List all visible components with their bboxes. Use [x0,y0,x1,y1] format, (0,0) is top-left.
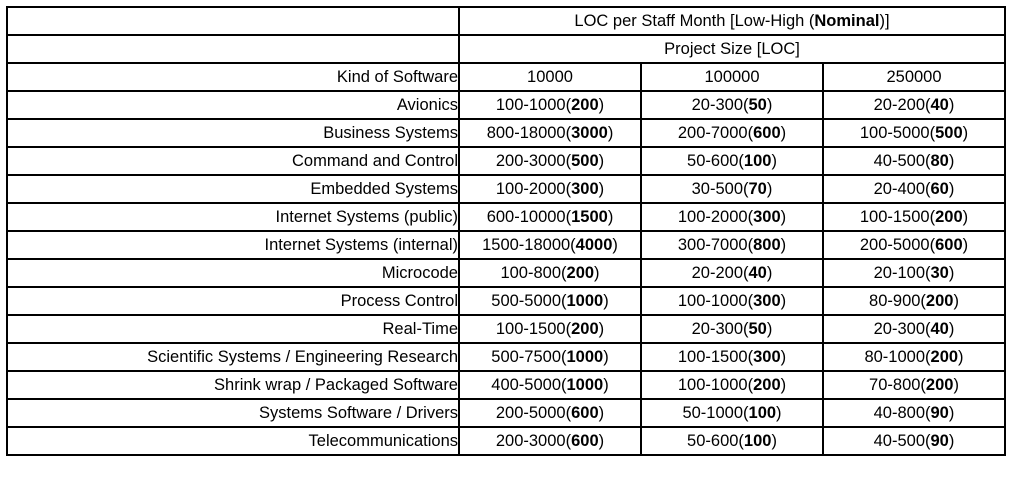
cell-nominal: 90 [930,403,949,422]
cell-tail: ) [771,431,777,450]
cell-range: 40-800( [873,403,931,422]
cell-range: 20-300( [691,95,749,114]
row-label: Systems Software / Drivers [7,399,459,427]
blank-corner-cell-2 [7,35,459,63]
cell-range: 50-600( [687,431,744,450]
cell-tail: ) [780,375,787,394]
cell-tail: ) [948,403,955,422]
row-label: Real-Time [7,315,459,343]
cell-nominal: 100 [743,151,772,170]
table-header-row-main [7,7,1005,35]
cell-nominal: 4000 [575,235,613,254]
cell-range: 600-10000( [486,207,572,226]
cell-tail: ) [766,179,773,198]
cell-nominal: 60 [930,179,949,198]
cell-value [823,371,1005,399]
cell-value [641,399,823,427]
cell-range: 100-1500( [495,319,572,338]
cell-range: 70-800( [869,375,926,394]
cell-tail: ) [780,235,787,254]
header-main-tail: )] [879,11,890,30]
cell-range: 20-200( [691,263,749,282]
cell-value [641,427,823,455]
cell-value [823,175,1005,203]
cell-range: 800-18000( [486,123,572,142]
cell-tail: ) [958,347,964,366]
cell-value [459,427,641,455]
cell-range: 20-200( [873,95,931,114]
cell-nominal: 200 [930,347,959,366]
cell-nominal: 600 [571,403,599,422]
cell-range: 100-2000( [677,207,754,226]
cell-value [641,119,823,147]
cell-tail: ) [776,403,782,422]
cell-nominal: 50 [748,95,767,114]
cell-range: 200-7000( [677,123,754,142]
cell-range: 50-600( [687,151,744,170]
cell-nominal: 50 [748,319,767,338]
cell-nominal: 100 [743,431,772,450]
cell-value [641,147,823,175]
cell-range: 30-500( [691,179,749,198]
cell-value [823,231,1005,259]
cell-nominal: 300 [571,179,599,198]
cell-range: 100-5000( [859,123,936,142]
cell-nominal: 600 [571,431,599,450]
cell-tail: ) [948,263,955,282]
cell-value [641,371,823,399]
header-loc-per-staff-month [459,7,1005,35]
cell-range: 20-300( [691,319,749,338]
cell-nominal: 500 [571,151,599,170]
cell-value [641,91,823,119]
cell-nominal: 40 [748,263,767,282]
cell-nominal: 30 [930,263,949,282]
table-sheet [0,6,1018,486]
cell-tail: ) [948,319,955,338]
table-row [7,399,1005,427]
cell-value [459,371,641,399]
cell-nominal: 90 [930,431,949,450]
cell-value [459,147,641,175]
cell-value [459,343,641,371]
cell-value [641,231,823,259]
cell-range: 20-300( [873,319,931,338]
cell-range: 80-900( [869,291,926,310]
row-label: Internet Systems (internal) [7,231,459,259]
cell-range: 100-2000( [495,179,572,198]
cell-value [641,175,823,203]
cell-nominal: 200 [571,95,599,114]
cell-nominal: 200 [571,319,599,338]
cell-range: 80-1000( [864,347,931,366]
cell-tail: ) [612,235,618,254]
cell-nominal: 300 [753,291,781,310]
table-row [7,91,1005,119]
cell-value [641,259,823,287]
table-row [7,427,1005,455]
cell-tail: ) [948,179,955,198]
cell-nominal: 1000 [566,375,604,394]
cell-value [641,203,823,231]
cell-tail: ) [598,95,605,114]
row-label: Scientific Systems / Engineering Research [7,343,459,371]
cell-value [823,91,1005,119]
cell-value [459,287,641,315]
cell-value [641,287,823,315]
cell-value [823,427,1005,455]
cell-nominal: 100 [748,403,777,422]
cell-range: 200-5000( [495,403,572,422]
cell-tail: ) [948,151,955,170]
table-header-row-sub [7,35,1005,63]
table-row [7,119,1005,147]
cell-tail: ) [948,95,955,114]
cell-tail: ) [962,207,969,226]
cell-value [823,399,1005,427]
cell-range: 20-400( [873,179,931,198]
table-row [7,315,1005,343]
row-label: Business Systems [7,119,459,147]
table-row [7,175,1005,203]
cell-nominal: 40 [930,95,949,114]
cell-nominal: 300 [753,207,781,226]
cell-value [459,91,641,119]
cell-range: 400-5000( [491,375,567,394]
cell-range: 100-1500( [677,347,754,366]
cell-range: 200-5000( [859,235,936,254]
cell-nominal: 1000 [566,347,604,366]
cell-value [459,315,641,343]
cell-tail: ) [766,263,773,282]
cell-tail: ) [962,235,969,254]
cell-value [823,343,1005,371]
cell-value [459,399,641,427]
cell-tail: ) [594,263,600,282]
row-label: Shrink wrap / Packaged Software [7,371,459,399]
cell-range: 500-5000( [491,291,567,310]
column-header-size-0: 10000 [459,63,641,91]
cell-nominal: 70 [748,179,767,198]
cell-nominal: 600 [753,123,781,142]
row-label: Telecommunications [7,427,459,455]
table-row [7,259,1005,287]
cell-nominal: 200 [753,375,781,394]
cell-tail: ) [603,291,609,310]
cell-tail: ) [953,291,959,310]
cell-nominal: 800 [753,235,781,254]
cell-nominal: 200 [925,291,954,310]
cell-tail: ) [780,347,787,366]
cell-range: 100-1000( [495,95,572,114]
cell-value [641,315,823,343]
cell-range: 1500-18000( [482,235,576,254]
loc-per-staff-month-table [6,6,1006,456]
row-label: Embedded Systems [7,175,459,203]
table-column-header-row [7,63,1005,91]
cell-range: 100-800( [500,263,567,282]
cell-tail: ) [948,431,955,450]
header-main-text: LOC per Staff Month [Low-High ( [574,11,815,30]
cell-range: 200-3000( [495,431,572,450]
cell-value [459,259,641,287]
column-header-size-2: 250000 [823,63,1005,91]
cell-value [459,175,641,203]
cell-nominal: 300 [753,347,781,366]
cell-nominal: 3000 [571,123,608,142]
cell-range: 500-7500( [491,347,567,366]
row-label: Avionics [7,91,459,119]
cell-tail: ) [598,179,605,198]
table-row [7,287,1005,315]
table-row [7,147,1005,175]
cell-range: 20-100( [873,263,931,282]
cell-tail: ) [598,319,605,338]
cell-nominal: 200 [566,263,595,282]
cell-tail: ) [962,123,969,142]
row-label: Command and Control [7,147,459,175]
cell-tail: ) [766,95,773,114]
cell-value [641,343,823,371]
cell-tail: ) [780,123,787,142]
cell-range: 40-500( [873,431,931,450]
cell-tail: ) [603,375,609,394]
blank-corner-cell [7,7,459,35]
cell-range: 40-500( [873,151,931,170]
cell-nominal: 1500 [571,207,608,226]
cell-value [823,203,1005,231]
row-label: Internet Systems (public) [7,203,459,231]
cell-tail: ) [598,403,605,422]
cell-tail: ) [598,431,605,450]
cell-nominal: 40 [930,319,949,338]
cell-tail: ) [780,207,787,226]
cell-nominal: 600 [935,235,963,254]
row-label: Process Control [7,287,459,315]
cell-value [459,203,641,231]
cell-nominal: 80 [930,151,949,170]
cell-range: 300-7000( [677,235,754,254]
cell-tail: ) [598,151,605,170]
cell-tail: ) [766,319,773,338]
cell-range: 100-1500( [859,207,936,226]
cell-tail: ) [607,123,614,142]
cell-value [823,119,1005,147]
cell-nominal: 200 [935,207,963,226]
cell-value [823,147,1005,175]
column-header-kind-of-software: Kind of Software [7,63,459,91]
cell-range: 200-3000( [495,151,572,170]
cell-range: 100-1000( [677,375,754,394]
table-row [7,343,1005,371]
cell-value [823,315,1005,343]
cell-value [823,287,1005,315]
cell-tail: ) [603,347,609,366]
table-row [7,203,1005,231]
cell-value [459,231,641,259]
header-main-bold: Nominal [814,11,880,30]
cell-value [823,259,1005,287]
cell-range: 100-1000( [677,291,754,310]
column-header-size-1: 100000 [641,63,823,91]
cell-nominal: 1000 [566,291,604,310]
table-row [7,371,1005,399]
cell-range: 50-1000( [682,403,749,422]
cell-nominal: 500 [935,123,963,142]
cell-tail: ) [607,207,614,226]
cell-value [459,119,641,147]
cell-tail: ) [771,151,777,170]
header-project-size: Project Size [LOC] [459,35,1005,63]
row-label: Microcode [7,259,459,287]
table-row [7,231,1005,259]
cell-tail: ) [780,291,787,310]
cell-tail: ) [953,375,959,394]
cell-nominal: 200 [925,375,954,394]
